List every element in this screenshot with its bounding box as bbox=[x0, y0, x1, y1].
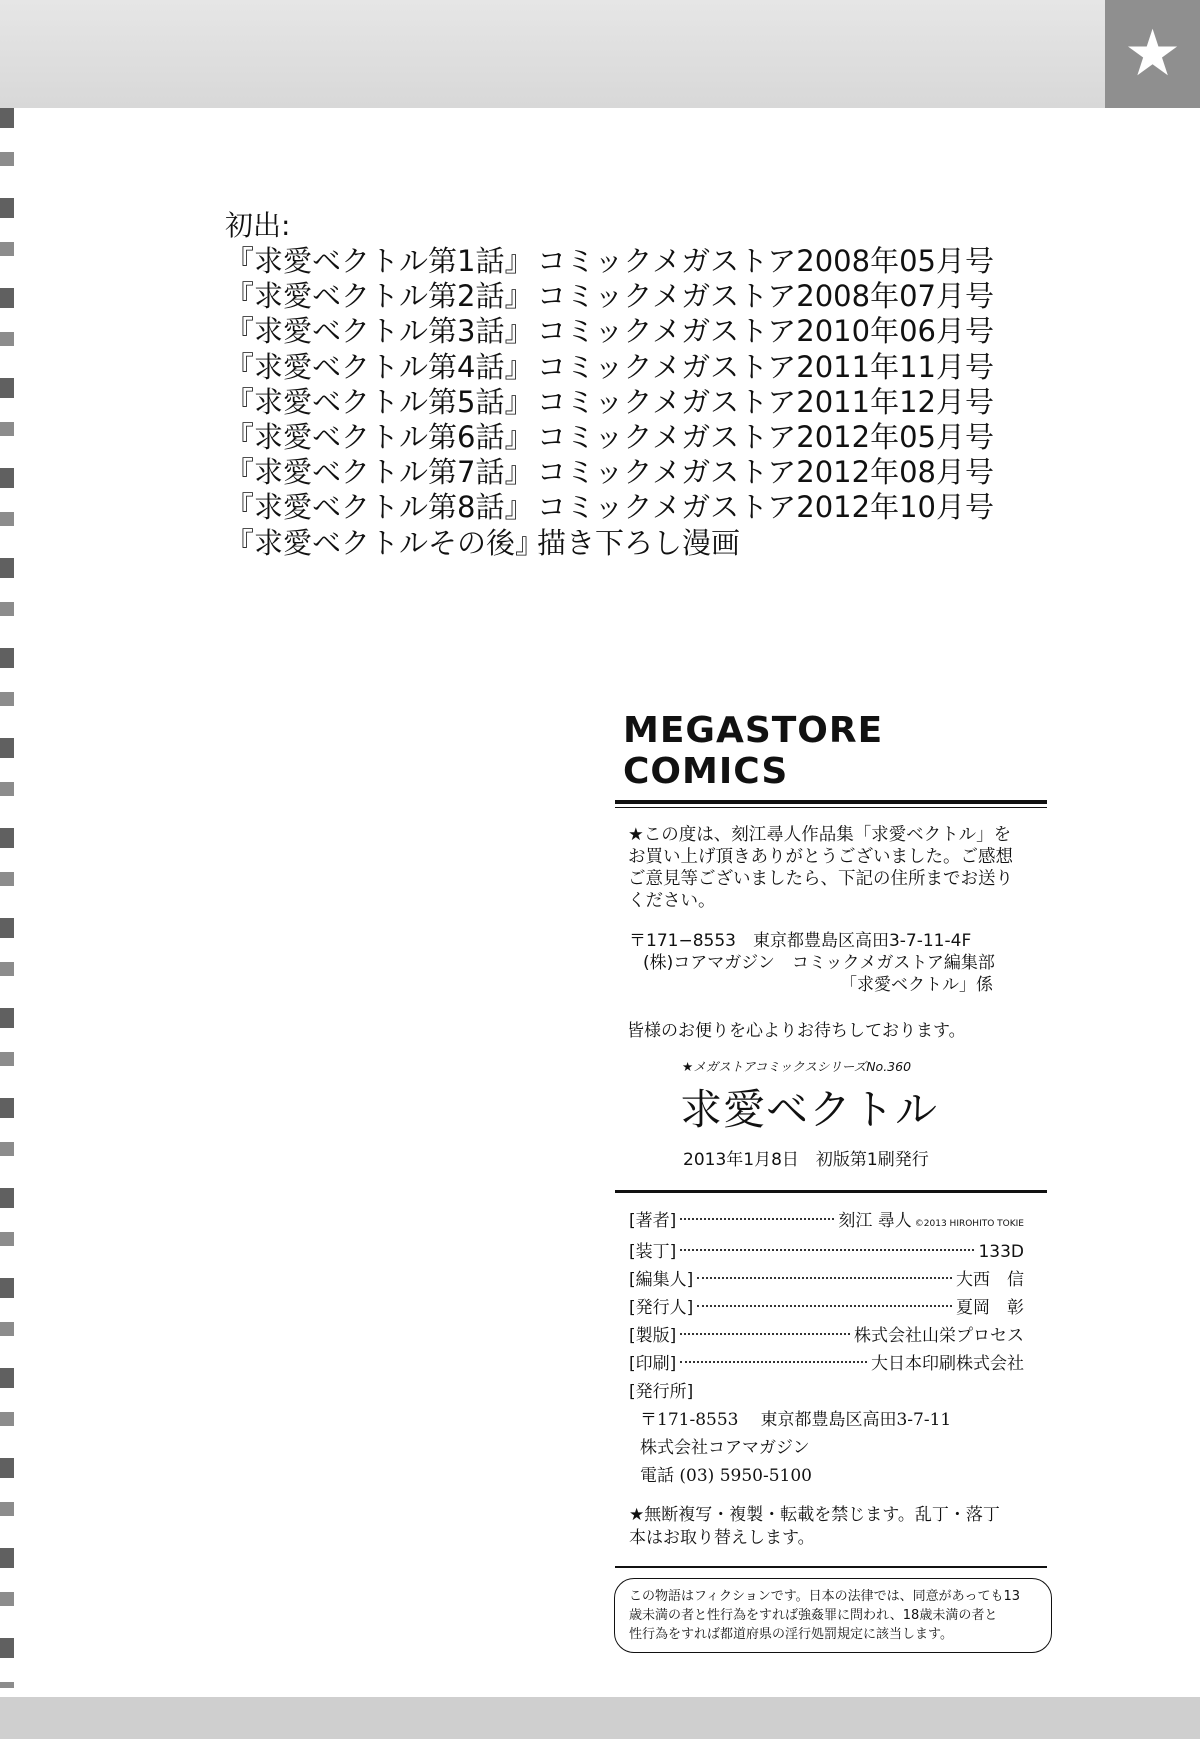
list-item bbox=[225, 279, 994, 314]
brand-logo: MEGASTORE COMICS bbox=[623, 710, 884, 792]
book-title: 求愛ベクトル bbox=[680, 1085, 939, 1134]
chapter-title: 『求愛ベクトル第3話』 bbox=[225, 314, 534, 349]
credit-label: [装丁] bbox=[629, 1242, 677, 1262]
credit-row bbox=[629, 1266, 1024, 1294]
chapter-title: 『求愛ベクトル第7話』 bbox=[225, 455, 534, 490]
credit-value: 夏岡 彰 bbox=[956, 1298, 1024, 1318]
mail-address bbox=[629, 930, 1050, 996]
leader-dots bbox=[680, 1361, 867, 1363]
address-line: 「求愛ベクトル」係 bbox=[840, 975, 993, 995]
leader-dots bbox=[680, 1218, 834, 1220]
credit-label: [製版] bbox=[629, 1326, 677, 1346]
message-line: ご意見等ございましたら、下記の住所までお送り bbox=[628, 869, 1013, 889]
publisher-label: [発行所] bbox=[629, 1382, 694, 1402]
credit-value: 大西 信 bbox=[956, 1270, 1024, 1290]
series-number: ★メガストアコミックスシリーズNo.360 bbox=[682, 1059, 912, 1074]
list-item bbox=[225, 490, 994, 525]
divider bbox=[615, 807, 1047, 808]
publisher-address bbox=[640, 1406, 1050, 1434]
top-band bbox=[0, 0, 1200, 108]
address-line: 〒171−8553 東京都豊島区高田3-7-11-4F bbox=[629, 931, 972, 951]
colophon bbox=[620, 710, 1050, 1653]
chapter-source: コミックメガストア2008年07月号 bbox=[537, 279, 994, 314]
chapter-title: 『求愛ベクトル第1話』 bbox=[225, 244, 534, 278]
divider bbox=[615, 1190, 1047, 1193]
credit-row bbox=[629, 1350, 1024, 1378]
first-appearance-heading: 初出: bbox=[225, 209, 291, 242]
credit-value: 133D bbox=[978, 1242, 1024, 1262]
leader-dots bbox=[697, 1305, 952, 1307]
credit-label: [著者] bbox=[629, 1211, 677, 1231]
divider bbox=[615, 800, 1047, 804]
chapter-title: 『求愛ベクトル第2話』 bbox=[225, 279, 534, 314]
leader-dots bbox=[697, 1277, 952, 1279]
publisher-phone: 電話 (03) 5950-5100 bbox=[640, 1466, 812, 1486]
chapter-title: 『求愛ベクトル第5話』 bbox=[225, 384, 534, 419]
list-item bbox=[225, 385, 994, 420]
bottom-band bbox=[0, 1697, 1200, 1739]
credit-value: 刻江 尋人 bbox=[838, 1211, 912, 1231]
credit-label: [印刷] bbox=[629, 1354, 677, 1374]
fiction-disclaimer bbox=[614, 1578, 1052, 1653]
list-item bbox=[225, 420, 994, 455]
credit-label: [発行人] bbox=[629, 1298, 694, 1318]
list-item bbox=[225, 244, 994, 279]
credits-list bbox=[620, 1207, 1050, 1378]
credit-label: [編集人] bbox=[629, 1270, 694, 1290]
leader-dots bbox=[680, 1333, 850, 1335]
credit-value: 株式会社山栄プロセス bbox=[854, 1326, 1024, 1346]
copy-notice bbox=[629, 1504, 1050, 1550]
notice-line: ★無断複写・複製・転載を禁じます。乱丁・落丁 bbox=[629, 1505, 1000, 1525]
publisher-zip: 〒171-8553 bbox=[640, 1410, 739, 1430]
list-item bbox=[225, 455, 994, 490]
publisher-street: 東京都豊島区高田3-7-11 bbox=[760, 1410, 952, 1430]
message-line: お買い上げ頂きありがとうございました。ご感想 bbox=[628, 847, 1013, 867]
chapter-source: 描き下ろし漫画 bbox=[537, 525, 741, 560]
chapter-source: コミックメガストア2012年08月号 bbox=[537, 455, 994, 490]
credit-row bbox=[629, 1238, 1024, 1266]
message-line: ★この度は、刻江尋人作品集「求愛ベクトル」を bbox=[628, 825, 1012, 845]
star-icon: ★ bbox=[1105, 0, 1200, 108]
issue-date: 2013年1月8日 初版第1刷発行 bbox=[683, 1150, 929, 1170]
notice-line: 本はお取り替えします。 bbox=[629, 1528, 815, 1548]
binding-edge bbox=[0, 108, 14, 1688]
closing-text: 皆様のお便りを心よりお待ちしております。 bbox=[627, 1021, 966, 1041]
credit-row bbox=[629, 1294, 1024, 1322]
chapter-source: コミックメガストア2012年05月号 bbox=[537, 420, 994, 455]
disclaimer-line: この物語はフィクションです。日本の法律では、同意があっても13 bbox=[629, 1589, 1021, 1604]
list-item bbox=[225, 526, 994, 561]
disclaimer-line: 性行為をすれば都道府県の淫行処罰規定に該当します。 bbox=[629, 1627, 953, 1642]
chapter-source: コミックメガストア2012年10月号 bbox=[537, 490, 994, 525]
credit-row bbox=[629, 1207, 1024, 1238]
leader-dots bbox=[680, 1249, 974, 1251]
chapter-title: 『求愛ベクトル第8話』 bbox=[225, 490, 534, 525]
disclaimer-line: 歳未満の者と性行為をすれば強姦罪に問われ、18歳未満の者と bbox=[629, 1608, 998, 1623]
list-item bbox=[225, 350, 994, 385]
credit-row bbox=[629, 1322, 1024, 1350]
chapter-source: コミックメガストア2010年06月号 bbox=[537, 314, 994, 349]
copyright-note: ©2013 HIROHITO TOKIE bbox=[914, 1219, 1024, 1229]
first-appearance-list bbox=[225, 208, 994, 561]
chapter-source: コミックメガストア2008年05月号 bbox=[537, 244, 994, 278]
message-line: ください。 bbox=[628, 891, 716, 911]
chapter-source: コミックメガストア2011年12月号 bbox=[537, 384, 994, 419]
address-line: (株)コアマガジン コミックメガストア編集部 bbox=[643, 953, 995, 973]
thank-you-message bbox=[628, 824, 1050, 912]
publisher-name: 株式会社コアマガジン bbox=[640, 1438, 810, 1458]
chapter-title: 『求愛ベクトルその後』 bbox=[225, 525, 545, 560]
divider bbox=[615, 1566, 1047, 1568]
chapter-source: コミックメガストア2011年11月号 bbox=[537, 349, 994, 384]
chapter-title: 『求愛ベクトル第4話』 bbox=[225, 349, 534, 384]
credit-value: 大日本印刷株式会社 bbox=[871, 1354, 1024, 1374]
chapter-title: 『求愛ベクトル第6話』 bbox=[225, 420, 534, 455]
list-item bbox=[225, 314, 994, 349]
